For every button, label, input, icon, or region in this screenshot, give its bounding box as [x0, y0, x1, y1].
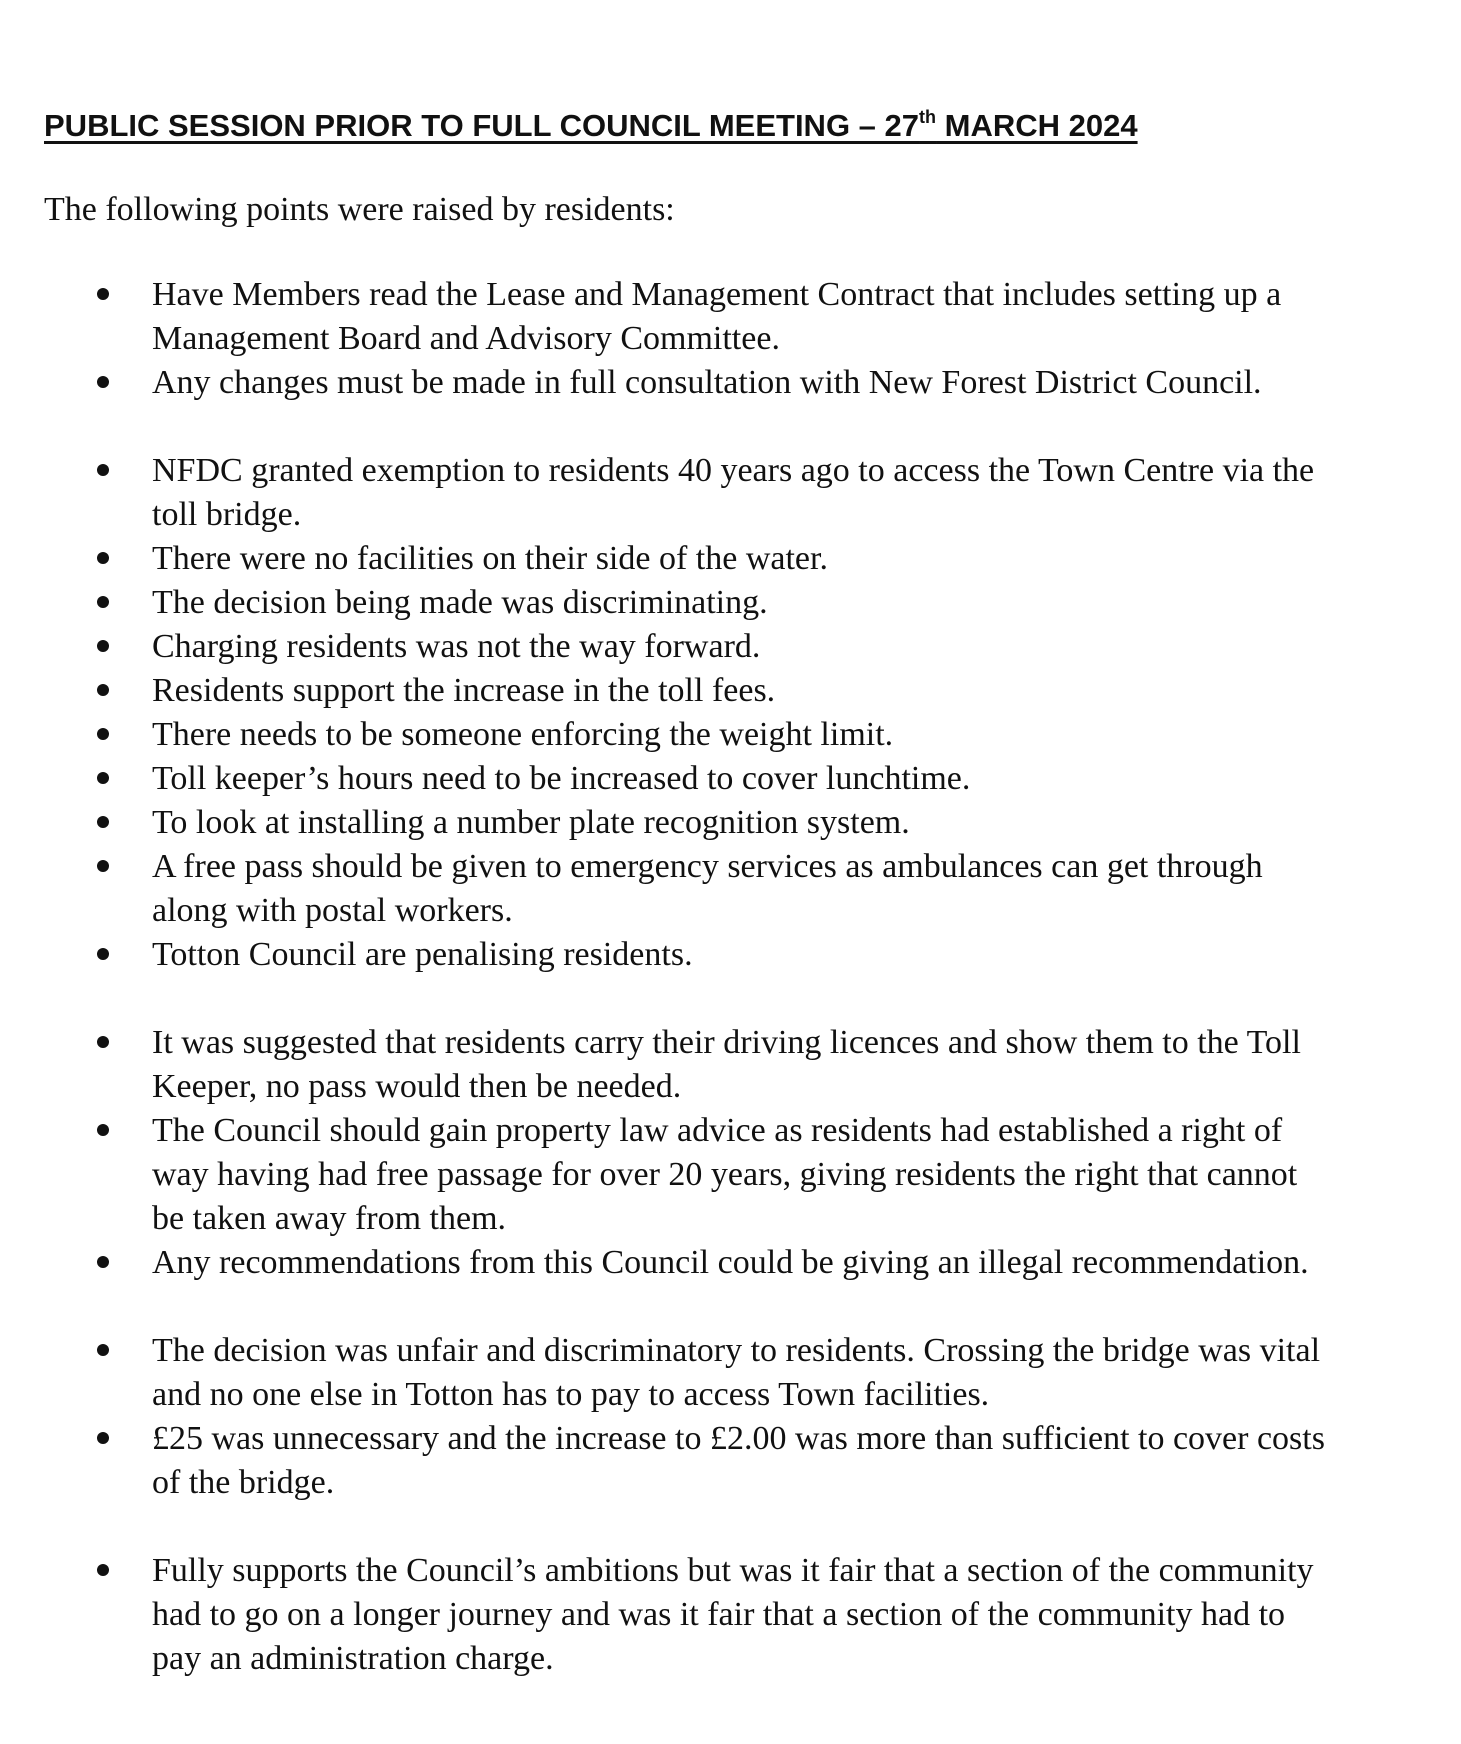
list-item — [0, 1549, 1461, 1681]
list-item — [0, 273, 1461, 361]
list-item-line: Have Members read the Lease and Management Contract that includes setting up a — [152, 276, 1282, 313]
list-item — [0, 537, 1461, 581]
list-item-line: Any recommendations from this Council could be giving an illegal recommendation. — [152, 1244, 1309, 1281]
list-item-line: NFDC granted exemption to residents 40 years ago to access the Town Centre via the — [152, 452, 1315, 489]
list-item-line: toll bridge. — [152, 496, 302, 533]
bullet-icon — [97, 640, 109, 652]
list-item-line: Toll keeper’s hours need to be increased to cover lunchtime. — [152, 760, 971, 797]
bullet-icon — [97, 552, 109, 564]
list-item — [0, 449, 1461, 537]
bullet-list — [0, 1549, 1461, 1681]
bullet-icon — [97, 728, 109, 740]
document-title — [44, 106, 1138, 146]
title-main: PUBLIC SESSION PRIOR TO FULL COUNCIL MEETING – 27 — [44, 108, 920, 143]
list-item — [0, 933, 1461, 977]
list-item-line: Fully supports the Council’s ambitions but was it fair that a section of the community — [152, 1552, 1314, 1589]
intro-text: The following points were raised by residents: — [44, 191, 675, 228]
list-item-line: Management Board and Advisory Committee. — [152, 320, 780, 357]
list-item — [0, 625, 1461, 669]
list-item-line: Any changes must be made in full consultation with New Forest District Council. — [152, 364, 1262, 401]
list-item — [0, 845, 1461, 933]
list-item — [0, 361, 1461, 405]
bullet-list — [0, 449, 1461, 977]
list-item — [0, 1329, 1461, 1417]
list-item — [0, 713, 1461, 757]
list-item-line: and no one else in Totton has to pay to access Town facilities. — [152, 1376, 990, 1413]
list-item — [0, 669, 1461, 713]
bullet-list — [0, 1021, 1461, 1285]
bullet-icon — [97, 684, 109, 696]
bullet-icon — [97, 1432, 109, 1444]
list-item-line: Totton Council are penalising residents. — [152, 936, 693, 973]
list-item — [0, 581, 1461, 625]
list-item — [0, 757, 1461, 801]
list-item-line: There needs to be someone enforcing the weight limit. — [152, 716, 894, 753]
list-item-line: way having had free passage for over 20 years, giving residents the right that cannot — [152, 1156, 1298, 1193]
list-item-line: Charging residents was not the way forward. — [152, 628, 761, 665]
list-item-line: A free pass should be given to emergency services as ambulances can get through — [152, 848, 1263, 885]
list-item-line: had to go on a longer journey and was it fair that a section of the community had to — [152, 1596, 1286, 1633]
list-item-line: It was suggested that residents carry their driving licences and show them to the Toll — [152, 1024, 1301, 1061]
list-item-line: There were no facilities on their side of the water. — [152, 540, 828, 577]
bullet-icon — [97, 1256, 109, 1268]
bullet-icon — [97, 1564, 109, 1576]
bullet-icon — [97, 816, 109, 828]
title-superscript: th — [919, 107, 937, 127]
bullet-icon — [97, 948, 109, 960]
bullet-icon — [97, 1036, 109, 1048]
list-item — [0, 1109, 1461, 1241]
list-item-line: £25 was unnecessary and the increase to £2.00 was more than sufficient to cover costs — [152, 1420, 1325, 1457]
bullet-list — [0, 273, 1461, 405]
list-item — [0, 1241, 1461, 1285]
bullet-icon — [97, 772, 109, 784]
list-item-line: of the bridge. — [152, 1464, 335, 1501]
bullet-icon — [97, 596, 109, 608]
title-tail: MARCH 2024 — [936, 108, 1138, 143]
list-item-line: pay an administration charge. — [152, 1640, 554, 1677]
bullet-list — [0, 1329, 1461, 1505]
list-item-line: be taken away from them. — [152, 1200, 507, 1237]
list-item-line: Keeper, no pass would then be needed. — [152, 1068, 682, 1105]
bullet-icon — [97, 288, 109, 300]
list-item-line: The Council should gain property law advice as residents had established a right of — [152, 1112, 1283, 1149]
list-item-line: along with postal workers. — [152, 892, 513, 929]
bullet-icon — [97, 860, 109, 872]
bullet-icon — [97, 464, 109, 476]
list-item-line: To look at installing a number plate recognition system. — [152, 804, 910, 841]
list-item-line: The decision being made was discriminating. — [152, 584, 768, 621]
list-item-line: The decision was unfair and discriminatory to residents. Crossing the bridge was vital — [152, 1332, 1321, 1369]
list-item — [0, 1021, 1461, 1109]
bullet-groups — [0, 273, 1461, 1725]
list-item — [0, 801, 1461, 845]
list-item — [0, 1417, 1461, 1505]
list-item-line: Residents support the increase in the toll fees. — [152, 672, 776, 709]
bullet-icon — [97, 376, 109, 388]
bullet-icon — [97, 1124, 109, 1136]
bullet-icon — [97, 1344, 109, 1356]
